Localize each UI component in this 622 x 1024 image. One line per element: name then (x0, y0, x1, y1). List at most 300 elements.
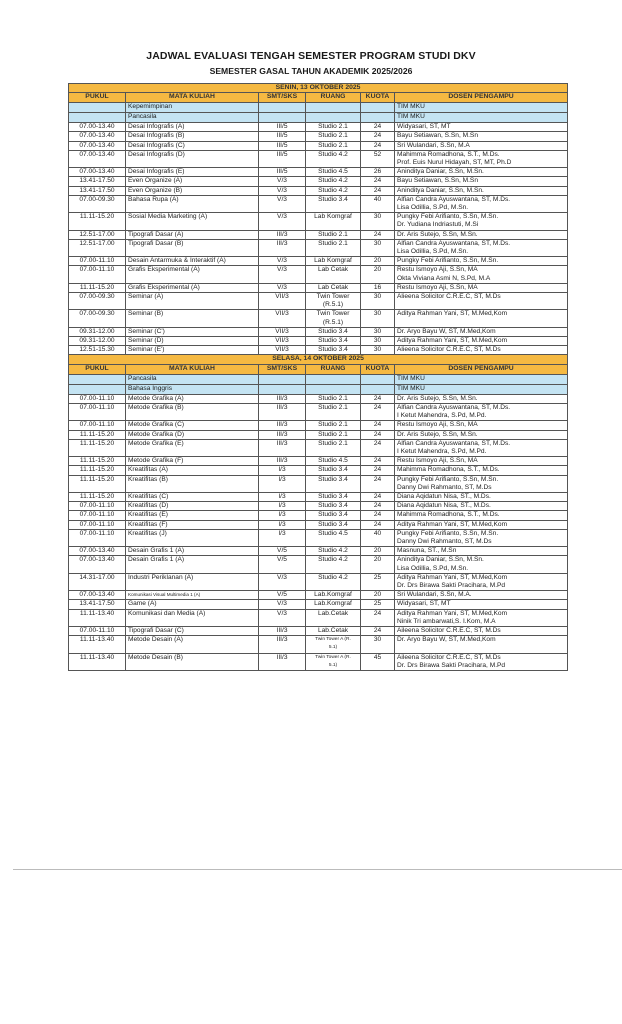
lecturer-name: Pungky Febi Arifianto, S.Sn, M.Sn. (397, 475, 499, 483)
course-cell: Seminar (B) (126, 310, 259, 327)
room-line: Lab Komgraf (314, 257, 352, 265)
table-row (69, 475, 568, 492)
quota-cell: 24 (361, 403, 395, 420)
room-cell (306, 103, 361, 113)
room-cell (306, 195, 361, 212)
table-row (69, 439, 568, 456)
room-cell (306, 466, 361, 475)
column-header: RUANG (306, 93, 361, 103)
smt-cell: III/3 (259, 457, 306, 466)
table-row (69, 327, 568, 336)
lecturer-name: Dr. Aris Sutejo, S.Sn, M.Sn. (397, 230, 478, 238)
course-cell: Seminar (E') (126, 346, 259, 355)
quota-cell: 30 (361, 310, 395, 327)
course-cell: Seminar (A) (126, 293, 259, 310)
room-cell (306, 573, 361, 590)
table-row (69, 337, 568, 346)
room-cell (306, 403, 361, 420)
room-cell (306, 374, 361, 384)
course-cell: Tipografi Dasar (A) (126, 230, 259, 239)
time-cell (69, 113, 126, 123)
quota-cell (361, 384, 395, 394)
table-row (69, 626, 568, 635)
lecturer-name: Ninik Tri ambarwati,S. I.Kom, M.A (397, 617, 496, 625)
room-line: Studio 2.1 (318, 421, 348, 429)
time-cell: 09.31-12.00 (69, 327, 126, 336)
table-row (69, 239, 568, 256)
lecturer-cell (395, 511, 568, 520)
table-row (69, 573, 568, 590)
lecturer-name: Widyasari, ST, MT (397, 600, 451, 608)
time-cell: 07.00-13.40 (69, 150, 126, 167)
time-cell: 11.11-15.20 (69, 492, 126, 501)
time-cell: 13.41-17.50 (69, 186, 126, 195)
lecturer-cell (395, 293, 568, 310)
room-cell (306, 168, 361, 177)
room-line: Twin Tower (316, 293, 350, 301)
quota-cell: 24 (361, 511, 395, 520)
room-line: Studio 2.1 (318, 123, 348, 131)
quota-cell: 40 (361, 195, 395, 212)
room-cell (306, 626, 361, 635)
lecturer-cell (395, 186, 568, 195)
lecturer-name: Alfian Candra Ayuswantana, ST, M.Ds. (397, 439, 511, 447)
smt-cell (259, 374, 306, 384)
lecturer-cell (395, 168, 568, 177)
smt-cell: III/3 (259, 439, 306, 456)
course-cell: Even Organize (A) (126, 177, 259, 186)
course-cell: Kepemimpinan (126, 103, 259, 113)
course-cell: Desai Infografis (D) (126, 150, 259, 167)
lecturer-name: Aninditya Daniar, S.Sn, M.Sn. (397, 168, 484, 176)
quota-cell: 20 (361, 547, 395, 556)
quota-cell: 30 (361, 636, 395, 653)
time-cell: 14.31-17.00 (69, 573, 126, 590)
room-cell (306, 475, 361, 492)
room-line: Studio 3.4 (318, 466, 348, 474)
column-header: KUOTA (361, 364, 395, 374)
quota-cell: 24 (361, 520, 395, 529)
lecturer-cell (395, 573, 568, 590)
lecturer-cell (395, 609, 568, 626)
course-cell: Tipografi Dasar (B) (126, 239, 259, 256)
time-cell: 07.00-11.10 (69, 529, 126, 546)
room-cell (306, 653, 361, 670)
lecturer-name: Alieena Solicitor C.R.E.C, ST, M.Ds (397, 346, 501, 354)
room-line: Studio 2.1 (318, 239, 348, 247)
quota-cell: 24 (361, 439, 395, 456)
time-cell: 11.11-13.40 (69, 653, 126, 670)
table-row (69, 520, 568, 529)
lecturer-cell: TIM MKU (395, 113, 568, 123)
lecturer-cell (395, 556, 568, 573)
lecturer-name: Dr. Aris Sutejo, S.Sn, M.Sn. (397, 430, 478, 438)
table-row (69, 600, 568, 609)
course-cell: Metode Grafika (A) (126, 394, 259, 403)
table-row (69, 511, 568, 520)
lecturer-cell (395, 403, 568, 420)
room-line: Studio 3.4 (318, 337, 348, 345)
time-cell: 07.00-13.40 (69, 547, 126, 556)
course-cell: Metode Grafika (D) (126, 430, 259, 439)
quota-cell: 30 (361, 346, 395, 355)
time-cell: 07.00-11.10 (69, 626, 126, 635)
lecturer-name: Lisa Odillia, S.Pd, M.Sn. (397, 204, 469, 212)
lecturer-cell (395, 283, 568, 292)
course-cell: Kreatifitas (A) (126, 466, 259, 475)
quota-cell: 24 (361, 186, 395, 195)
smt-cell: I/3 (259, 520, 306, 529)
lecturer-cell (395, 466, 568, 475)
room-cell (306, 293, 361, 310)
time-cell: 11.11-15.20 (69, 430, 126, 439)
course-cell: Even Organize (B) (126, 186, 259, 195)
lecturer-cell: TIM MKU (395, 384, 568, 394)
lecturer-name: Dr. Aryo Bayu W, ST, M.Med,Kom (397, 327, 496, 335)
lecturer-name: I Ketut Mahendra, S.Pd, M.Pd. (397, 412, 487, 420)
room-cell (306, 257, 361, 266)
lecturer-name: Diana Aqidatun Nisa, ST., M.Ds. (397, 492, 491, 500)
room-line: Studio 2.1 (318, 430, 348, 438)
lecturer-cell (395, 636, 568, 653)
room-cell (306, 421, 361, 430)
room-line: Studio 3.4 (318, 492, 348, 500)
table-row (69, 168, 568, 177)
quota-cell: 24 (361, 177, 395, 186)
lecturer-name: Sri Wulandari, S.Sn, M.A. (397, 591, 472, 599)
lecturer-cell (395, 150, 568, 167)
lecturer-name: Alfian Candra Ayuswantana, ST, M.Ds. (397, 403, 511, 411)
room-cell (306, 327, 361, 336)
smt-cell: V/5 (259, 547, 306, 556)
course-cell: Desai Infografis (E) (126, 168, 259, 177)
room-line: Twin Tower A (R. (315, 637, 351, 643)
course-cell: Desai Infografis (A) (126, 123, 259, 132)
lecturer-name: Restu Ismoyo Aji, S.Sn, MA (397, 283, 478, 291)
table-row (69, 556, 568, 573)
lecturer-name: Diana Aqidatun Nisa, ST., M.Ds. (397, 502, 491, 510)
smt-cell: I/3 (259, 502, 306, 511)
mku-row (69, 374, 568, 384)
lecturer-cell (395, 213, 568, 230)
quota-cell: 20 (361, 591, 395, 600)
quota-cell: 24 (361, 123, 395, 132)
time-cell: 11.11-15.20 (69, 439, 126, 456)
room-line: Twin Tower A (R. (315, 654, 351, 660)
quota-cell: 24 (361, 394, 395, 403)
lecturer-name: Dr. Drs Birawa Sakti Pracihara, M.Pd (397, 581, 506, 589)
room-line: Studio 2.1 (318, 403, 348, 411)
lecturer-name: Aditya Rahman Yani, ST, M.Med,Kom (397, 310, 508, 318)
smt-cell: III/3 (259, 403, 306, 420)
smt-cell: V/5 (259, 556, 306, 573)
lecturer-name: Aninditya Daniar, S.Sn, M.Sn. (397, 186, 484, 194)
room-cell (306, 113, 361, 123)
lecturer-cell: TIM MKU (395, 103, 568, 113)
room-line: Studio 3.4 (318, 502, 348, 510)
smt-cell: VII/3 (259, 346, 306, 355)
lecturer-cell (395, 457, 568, 466)
smt-cell: III/3 (259, 626, 306, 635)
mku-row (69, 103, 568, 113)
time-cell: 07.00-11.10 (69, 403, 126, 420)
quota-cell: 24 (361, 466, 395, 475)
lecturer-name: Pungky Febi Arifianto, S.Sn, M.Sn. (397, 257, 499, 265)
room-cell (306, 457, 361, 466)
quota-cell: 24 (361, 132, 395, 141)
lecturer-cell (395, 123, 568, 132)
time-cell: 07.00-11.10 (69, 502, 126, 511)
lecturer-name: Bayu Setiawan, S.Sn, M.Sn (397, 132, 478, 140)
lecturer-cell (395, 141, 568, 150)
column-header: DOSEN PENGAMPU (395, 364, 568, 374)
room-line: Studio 4.2 (318, 547, 348, 555)
course-cell: Desai Infografis (C) (126, 141, 259, 150)
time-cell: 11.11-15.20 (69, 283, 126, 292)
smt-cell: III/3 (259, 394, 306, 403)
course-cell: Metode Grafika (B) (126, 403, 259, 420)
room-line: Studio 4.2 (318, 573, 348, 581)
time-cell: 12.51-17.00 (69, 230, 126, 239)
time-cell: 12.51-15.30 (69, 346, 126, 355)
table-row (69, 186, 568, 195)
column-header-row (69, 93, 568, 103)
lecturer-name: Aninditya Daniar, S.Sn, M.Sn. (397, 556, 484, 564)
room-line: Studio 4.2 (318, 177, 348, 185)
lecturer-name: Dr. Aryo Bayu W, ST, M.Med,Kom (397, 636, 496, 644)
smt-cell: III/5 (259, 123, 306, 132)
smt-cell: I/3 (259, 492, 306, 501)
lecturer-cell (395, 492, 568, 501)
column-header: MATA KULIAH (126, 93, 259, 103)
smt-cell: III/3 (259, 430, 306, 439)
time-cell: 13.41-17.50 (69, 177, 126, 186)
room-cell (306, 529, 361, 546)
quota-cell: 16 (361, 283, 395, 292)
course-cell: Seminar (C') (126, 327, 259, 336)
table-row (69, 421, 568, 430)
room-cell (306, 239, 361, 256)
course-cell: Tipografi Dasar (C) (126, 626, 259, 635)
time-cell: 07.00-11.10 (69, 511, 126, 520)
room-cell (306, 384, 361, 394)
room-line: Twin Tower (316, 310, 350, 318)
quota-cell: 24 (361, 475, 395, 492)
lecturer-name: Alieena Solicitor C.R.E.C, ST, M.Ds (397, 293, 501, 301)
table-row (69, 394, 568, 403)
lecturer-name: Mahimma Romadhona, S.T., M.Ds. (397, 466, 500, 474)
quota-cell: 24 (361, 626, 395, 635)
table-row (69, 293, 568, 310)
time-cell: 07.00-11.10 (69, 266, 126, 283)
schedule-table (68, 83, 568, 671)
smt-cell: V/3 (259, 257, 306, 266)
table-row (69, 195, 568, 212)
room-cell (306, 150, 361, 167)
smt-cell: V/3 (259, 195, 306, 212)
table-row (69, 346, 568, 355)
column-header: MATA KULIAH (126, 364, 259, 374)
course-cell: Kreatifitas (B) (126, 475, 259, 492)
course-cell: Metode Desain (A) (126, 636, 259, 653)
lecturer-name: Dr. Aris Sutejo, S.Sn, M.Sn. (397, 394, 478, 402)
table-row (69, 257, 568, 266)
lecturer-name: Lisa Odillia, S.Pd, M.Sn. (397, 248, 469, 256)
smt-cell: VII/3 (259, 293, 306, 310)
lecturer-cell (395, 195, 568, 212)
room-line: Lab Cetak (317, 283, 349, 291)
course-cell: Desain Antarmuka & Interaktif (A) (126, 257, 259, 266)
quota-cell: 30 (361, 327, 395, 336)
day-label: SENIN, 13 OKTOBER 2025 (69, 84, 568, 93)
course-cell: Kreatifitas (D) (126, 502, 259, 511)
smt-cell: III/5 (259, 150, 306, 167)
room-cell (306, 520, 361, 529)
course-cell: Metode Grafika (E) (126, 439, 259, 456)
day-header-row (69, 355, 568, 364)
lecturer-cell (395, 520, 568, 529)
room-cell (306, 556, 361, 573)
smt-cell: VII/3 (259, 310, 306, 327)
quota-cell: 24 (361, 230, 395, 239)
quota-cell: 25 (361, 573, 395, 590)
time-cell: 09.31-12.00 (69, 337, 126, 346)
room-line: Studio 2.1 (318, 394, 348, 402)
lecturer-cell (395, 337, 568, 346)
course-cell: Kreatifitas (E) (126, 511, 259, 520)
column-header: PUKUL (69, 93, 126, 103)
table-row (69, 609, 568, 626)
course-cell: Grafis Eksperimental (A) (126, 266, 259, 283)
smt-cell: V/3 (259, 177, 306, 186)
table-row (69, 230, 568, 239)
room-line: Studio 3.4 (318, 475, 348, 483)
time-cell: 11.11-15.20 (69, 213, 126, 230)
quota-cell: 24 (361, 492, 395, 501)
lecturer-name: Prof. Euis Nurul Hidayah, ST, MT, Ph.D (397, 159, 512, 167)
lecturer-name: Alfian Candra Ayuswantana, ST, M.Ds. (397, 195, 511, 203)
lecturer-name: Bayu Setiawan, S.Sn, M.Sn (397, 177, 478, 185)
room-cell (306, 609, 361, 626)
smt-cell: V/3 (259, 213, 306, 230)
smt-cell: V/5 (259, 591, 306, 600)
table-row (69, 123, 568, 132)
time-cell: 11.11-15.20 (69, 466, 126, 475)
room-cell (306, 186, 361, 195)
lecturer-name: Mahimma Romadhona, S.T., M.Ds. (397, 150, 500, 158)
smt-cell: III/5 (259, 132, 306, 141)
smt-cell: III/3 (259, 653, 306, 670)
room-line: Studio 4.5 (318, 457, 348, 465)
room-cell (306, 141, 361, 150)
quota-cell: 24 (361, 609, 395, 626)
quota-cell: 24 (361, 141, 395, 150)
course-cell: Metode Grafika (C) (126, 421, 259, 430)
time-cell: 11.11-15.20 (69, 457, 126, 466)
quota-cell (361, 374, 395, 384)
time-cell: 12.51-17.00 (69, 239, 126, 256)
room-cell (306, 511, 361, 520)
room-cell (306, 430, 361, 439)
table-row (69, 266, 568, 283)
time-cell (69, 374, 126, 384)
document-subtitle: SEMESTER GASAL TAHUN AKADEMIK 2025/2026 (209, 66, 413, 76)
time-cell: 07.00-13.40 (69, 123, 126, 132)
room-cell (306, 439, 361, 456)
lecturer-name: Danny Dwi Rahmanto, ST, M.Ds (397, 483, 492, 491)
lecturer-cell (395, 177, 568, 186)
smt-cell: V/3 (259, 609, 306, 626)
room-cell (306, 636, 361, 653)
quota-cell: 20 (361, 257, 395, 266)
lecturer-name: Dr. Drs Birawa Sakti Pracihara, M.Pd (397, 661, 506, 669)
lecturer-name: Pungky Febi Arifianto, S.Sn, M.Sn. (397, 213, 499, 221)
column-header-row (69, 364, 568, 374)
course-cell: Pancasila (126, 113, 259, 123)
course-cell: Kreatifitas (F) (126, 520, 259, 529)
time-cell: 07.00-09.30 (69, 293, 126, 310)
course-cell: Desain Grafis 1 (A) (126, 556, 259, 573)
lecturer-cell (395, 653, 568, 670)
time-cell: 07.00-11.10 (69, 421, 126, 430)
smt-cell: VII/3 (259, 327, 306, 336)
smt-cell: V/3 (259, 266, 306, 283)
room-line: Studio 4.2 (318, 186, 348, 194)
smt-cell (259, 113, 306, 123)
course-cell: Komunikasi dan Media (A) (126, 609, 259, 626)
room-line: Studio 2.1 (318, 141, 348, 149)
time-cell: 07.00-13.40 (69, 591, 126, 600)
room-line: Lab Cetak (317, 266, 349, 274)
time-cell: 07.00-13.40 (69, 556, 126, 573)
quota-cell: 20 (361, 266, 395, 283)
table-row (69, 141, 568, 150)
time-cell: 07.00-11.10 (69, 394, 126, 403)
table-row (69, 547, 568, 556)
smt-cell: I/3 (259, 511, 306, 520)
table-row (69, 177, 568, 186)
room-cell (306, 600, 361, 609)
room-cell (306, 283, 361, 292)
quota-cell: 30 (361, 239, 395, 256)
quota-cell: 20 (361, 556, 395, 573)
lecturer-cell (395, 439, 568, 456)
smt-cell: I/3 (259, 466, 306, 475)
course-cell: Bahasa Rupa (A) (126, 195, 259, 212)
room-cell (306, 394, 361, 403)
smt-cell: III/3 (259, 421, 306, 430)
course-cell: Kreatifitas (J) (126, 529, 259, 546)
column-header: DOSEN PENGAMPU (395, 93, 568, 103)
room-line: Lab.Cetak (317, 609, 349, 617)
quota-cell: 45 (361, 653, 395, 670)
room-cell (306, 310, 361, 327)
lecturer-name: Okta Viviana Asmi N, S.Pd, M.A (397, 274, 491, 282)
time-cell: 07.00-09.30 (69, 310, 126, 327)
lecturer-cell (395, 346, 568, 355)
table-row (69, 653, 568, 670)
table-row (69, 636, 568, 653)
course-cell: Grafis Eksperimental (A) (126, 283, 259, 292)
quota-cell: 26 (361, 168, 395, 177)
quota-cell: 24 (361, 430, 395, 439)
lecturer-name: Lisa Odillia, S.Pd, M.Sn. (397, 564, 469, 572)
room-line: Studio 4.2 (318, 150, 348, 158)
lecturer-name: Alfian Candra Ayuswantana, ST, M.Ds. (397, 239, 511, 247)
room-cell (306, 132, 361, 141)
room-line: Lab.Komgraf (314, 600, 352, 608)
lecturer-cell: TIM MKU (395, 374, 568, 384)
